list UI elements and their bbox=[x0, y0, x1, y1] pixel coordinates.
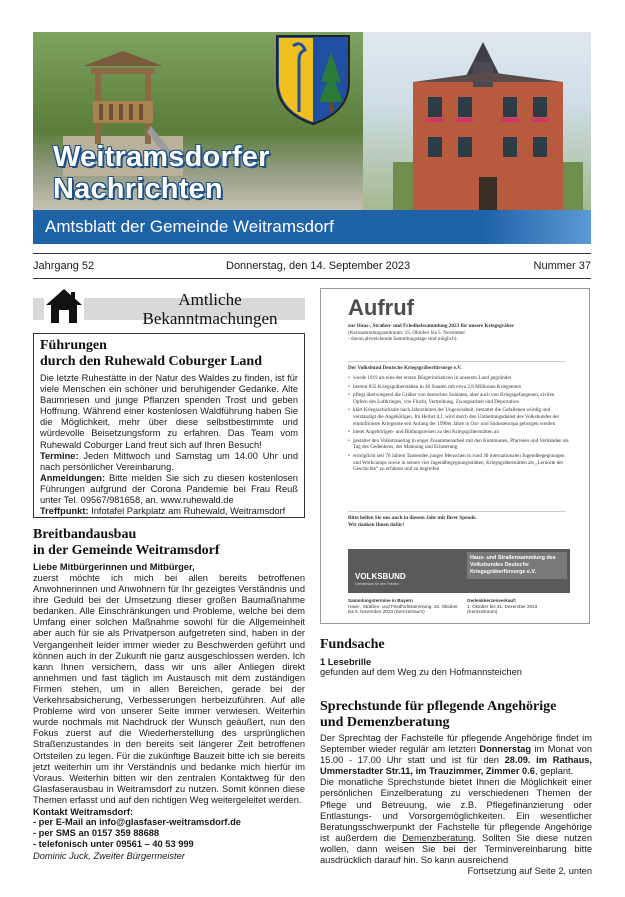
masthead bbox=[33, 32, 591, 244]
list-item: • wurde 1919 als eine der ersten Bürgerinitiativen in unserem Land gegründet bbox=[348, 375, 570, 382]
issue-date: Donnerstag, den 14. September 2023 bbox=[226, 260, 411, 272]
divider bbox=[348, 511, 566, 512]
breitband-signature: Dominic Juck, Zweiter Bürgermeister bbox=[33, 850, 185, 861]
ruhewald-headline-line1: Führungen bbox=[40, 338, 107, 353]
issue-volume: Jahrgang 52 bbox=[33, 260, 95, 272]
fundsache-headline: Fundsache bbox=[320, 637, 385, 652]
issue-info-bar bbox=[33, 253, 591, 279]
aufruf-footer-left-text: Haus-, Straßen- und Friedhofssammlung: 15. Oktober bis 5. November 2023 (Kernzeitraum) bbox=[348, 603, 458, 615]
list-item: • klärt Kriegsschicksale nach Jahrzehnten der Ungewissheit, bestattet die Gefallenen würdig und verständigt die Angehörigen. Im Herbst d.J. wird durch den Umbettungsdienst des Volksbundes der einmillionste Kriegstote seit Anfang der 1990er Jahre in Ost- und Südosteuropa geborgen werden bbox=[348, 407, 570, 427]
fundsache-description: gefunden auf dem Weg zu den Hofmannsteichen bbox=[320, 667, 522, 677]
masthead-band-gradient bbox=[483, 210, 591, 244]
treffpunkt-label: Treffpunkt: bbox=[40, 506, 89, 517]
municipal-coat-of-arms bbox=[273, 32, 353, 126]
text-run: im Monat von 15.00 - 17.00 Uhr statt und ist für den bbox=[320, 744, 592, 766]
ruhewald-headline-line2: durch den Ruhewald Coburger Land bbox=[40, 354, 262, 369]
aufruf-closing bbox=[348, 515, 570, 528]
aufruf-closing-line2: Wir danken Ihnen dafür! bbox=[348, 521, 405, 528]
text-run: . Sollten Sie diese nutzen wollen, dann weisen Sie bei der Terminvereinbarung bitte ausdrücklich darauf hin. So kann ausreichend bbox=[320, 832, 592, 866]
breitband-article bbox=[33, 527, 305, 862]
aufruf-footer-left-heading: Sammlungstermine in Bayern bbox=[348, 598, 413, 603]
text-run: Der Sprechtag der Fachstelle für pflegende Angehörige findet im September wieder regulär am letzten bbox=[320, 733, 592, 755]
aufruf-footer-right-text: 1. Oktober bis 31. Dezember 2023 (Kernzeitraum) bbox=[467, 603, 538, 615]
contact-email: - per E-Mail an info@glasfaser-weitramsdorf.de bbox=[33, 816, 241, 827]
breitband-contact-heading: Kontakt Weitramsdorf: bbox=[33, 806, 134, 817]
masthead-subtitle: Amtsblatt der Gemeinde Weitramsdorf bbox=[45, 217, 334, 236]
aufruf-footer-left bbox=[348, 598, 458, 615]
sprechstunde-paragraph-1 bbox=[320, 733, 592, 777]
ruhewald-intro: Die letzte Ruhestätte in der Natur des Waldes zu finden, ist für viele Menschen ein schöner und beruhigender Gedanke. Alte Baumriesen und junge Pflanzen spenden Trost und geben Hoffnung. Während einer kostenlosen Waldführung haben Sie die Möglichkeit, mehr über diese selbstbestimmte und würdevolle Beisetzungsform zu erfahren. Das Team vom Ruhewald Coburger Land freut sich auf Ihren Besuch! bbox=[40, 373, 298, 450]
issue-number: Nummer 37 bbox=[533, 260, 591, 272]
volksbund-logo-subtitle: Gemeinsam für den Frieden. bbox=[355, 582, 400, 586]
volksbund-logo: VOLKSBUND bbox=[355, 572, 406, 581]
divider bbox=[348, 361, 566, 362]
sprechstunde-article bbox=[320, 699, 592, 877]
list-item: • betreut 832 Kriegsgräberstätten in 46 Staaten mit etwa 2,8 Millionen Kriegstoten bbox=[348, 384, 570, 391]
treffpunkt-text: Infotafel Parkplatz am Ruhewald, Weitramsdorf bbox=[91, 506, 286, 517]
masthead-title-line2: Nachrichten bbox=[53, 173, 223, 205]
masthead-title-line1: Weitramsdorfer bbox=[53, 141, 270, 173]
town-hall-icon bbox=[44, 286, 84, 326]
fundsache-item: 1 Lesebrille bbox=[320, 657, 372, 667]
breitband-headline-line2: in der Gemeinde Weitramsdorf bbox=[33, 543, 220, 558]
section-title-line2: Bekanntmachungen bbox=[142, 309, 278, 328]
continuation-note: Fortsetzung auf Seite 2, unten bbox=[467, 866, 592, 877]
list-item: • ermöglicht seit 70 Jahren Tausenden junger Menschen in rund 30 internationalen Jugendbegegnungen und Workcamps sowie in seinen vier Jugendbegegnungsstätten, Kriegsgräberstätten als „Lernorte der Geschichte“ zu erfahren und zu begreifen bbox=[348, 453, 570, 473]
aufruf-footer-right-heading: Gedenkkerzenverkauf: bbox=[467, 598, 517, 603]
sprechstunde-paragraph-2 bbox=[320, 777, 592, 866]
ruhewald-termine bbox=[40, 451, 298, 473]
text-run: , geplant. bbox=[534, 766, 574, 777]
ruhewald-anmeldung bbox=[40, 473, 298, 506]
anmeldung-label: Anmeldungen: bbox=[40, 472, 106, 483]
aufruf-intro bbox=[348, 323, 578, 343]
breitband-headline-line1: Breitbandausbau bbox=[33, 527, 137, 542]
text-run-bold: 28.09. im Rathaus, Ummerstadter Str.11, im Trauzimmer, Zimmer 0.6 bbox=[320, 755, 592, 777]
contact-sms: - per SMS an 0157 359 88688 bbox=[33, 828, 160, 839]
aufruf-footer-right bbox=[467, 598, 567, 615]
castle-building-illustration bbox=[393, 42, 583, 212]
fundsache-article bbox=[320, 637, 592, 678]
aufruf-banner-text: Haus- und Straßensammlung des Volksbundes Deutsche Kriegsgräberfürsorge e.V. bbox=[467, 552, 567, 579]
breitband-body: zuerst möchte ich mich bei allen bereits betroffenen Anwohnerinnen und Anwohnern für Ihr gezeigtes Verständnis und ihre Geduld bei der Umsetzung dieser großen Baumaßnahme bedanken. Alle Einschränkungen und Probleme, welche bei dem Umfang einer solchen Maßnahme sowohl für die Allgemeinheit aber auch für sie als Privatperson aufgetreten sind, haben in der Vergangenheit leider immer wieder zu Beschwerden geführt und können auch in der Zukunft nie ganz ausgeschlossen werden. Ich kann Ihnen versichern, dass wir uns aller Anliegen direkt annehmen und fast täglich im Austausch mit dem zuständigen Firmen stehen, um in allen Bereichen, gerade bei der Verkehrsabsicherung, Verbesserungen herbeizuführen. Auf alle Probleme wird von unserer Seite immer verwiesen. Weiterhin wurde nochmals mit Nachdruck der Wunsch geäußert, nun den Fokus zuerst auf die Wiederherstellung des ursprünglichen Straßenzustandes in den bereits seit längerer Zeit betroffenen Ortsteilen zu legen. Für die zukünftige Bauzeit bitte ich sie bereits jetzt weiterhin um ihr Verständnis und bedanke mich hierfür im Voraus. Weiterhin bitten wir den zentralen Kontaktweg für den Glasfaserausbau in Weitramsdorf zu nutzen. Somit können diese Themen erfasst und auf den richtigen Weg weitergeleitet werden. bbox=[33, 573, 305, 805]
ruhewald-article bbox=[33, 333, 305, 518]
contact-phone: - telefonisch unter 09561 – 40 53 999 bbox=[33, 839, 194, 850]
text-run: Die monatliche Sprechstunde bietet Ihnen die Möglichkeit einer persönlichen Einzelberatung zu verschiedenen Themen der Pflege und Betreuung, wie z.B. Pflegefinanzierung oder Entlastungs- und Vorsorgemöglichkeiten. Ein wesentlicher Beratungsschwerpunkt der Fachstelle für pflegende Angehörige ist außerdem die bbox=[320, 777, 592, 843]
aufruf-list bbox=[348, 375, 570, 475]
aufruf-intro-dates2: - davon abweichende Sammlungstage sind möglich) bbox=[348, 336, 457, 343]
list-item: • bietet Angehörigen- und Bildungsreisen zu den Kriegsgräberstätten an bbox=[348, 429, 570, 436]
aufruf-intro-dates: (Kernsammlungszeitraum: 15. Oktober bis 5. November bbox=[348, 329, 466, 336]
aufruf-volksbund-heading: Der Volksbund Deutsche Kriegsgräberfürsorge e.V. bbox=[348, 365, 462, 371]
sprechstunde-headline-line2: und Demenzberatung bbox=[320, 715, 450, 730]
termine-text: Jeden Mittwoch und Samstag um 14.00 Uhr und nach persönlicher Vereinbarung. bbox=[40, 450, 298, 472]
anmeldung-text: Bitte melden Sie sich zu diesen kostenlosen Führungen aufgrund der Corona Pandemie bei Frau Reuß unter Tel. 09567/981658, an. www.ruhewald.de bbox=[40, 472, 298, 506]
breitband-salutation: Liebe Mitbürgerinnen und Mitbürger, bbox=[33, 562, 195, 572]
aufruf-title: Aufruf bbox=[348, 295, 414, 320]
text-run-bold: Donnerstag bbox=[479, 744, 532, 755]
aufruf-intro-headline: zur Haus-, Straßen- und Friedhofssammlung 2023 für unsere Kriegsgräber bbox=[348, 323, 515, 329]
section-title-line1: Amtliche bbox=[178, 290, 242, 309]
list-item: • gestaltet den Volkstrauertag in enger Zusammenarbeit mit den Kommunen, Pfarreien und Verbänden als Tag des Gedenkens, der Mahnung und Erinnerung bbox=[348, 438, 570, 451]
text-run-underlined: Demenzberatung bbox=[402, 832, 474, 843]
termine-label: Termine: bbox=[40, 450, 79, 461]
aufruf-closing-line1: Bitte helfen Sie uns auch in diesem Jahr mit Ihrer Spende. bbox=[348, 515, 477, 521]
sprechstunde-headline-line1: Sprechstunde für pflegende Angehörige bbox=[320, 699, 557, 714]
ruhewald-treffpunkt bbox=[40, 506, 298, 517]
aufruf-advert bbox=[320, 288, 590, 624]
list-item: • pflegt überwiegend die Gräber von deutschen Soldaten, aber auch von Kriegsgefangenen, zivilen Opfern des Luftkrieges, von Flucht, Vertreibung, Zwangsarbeit und Deportation bbox=[348, 392, 570, 405]
